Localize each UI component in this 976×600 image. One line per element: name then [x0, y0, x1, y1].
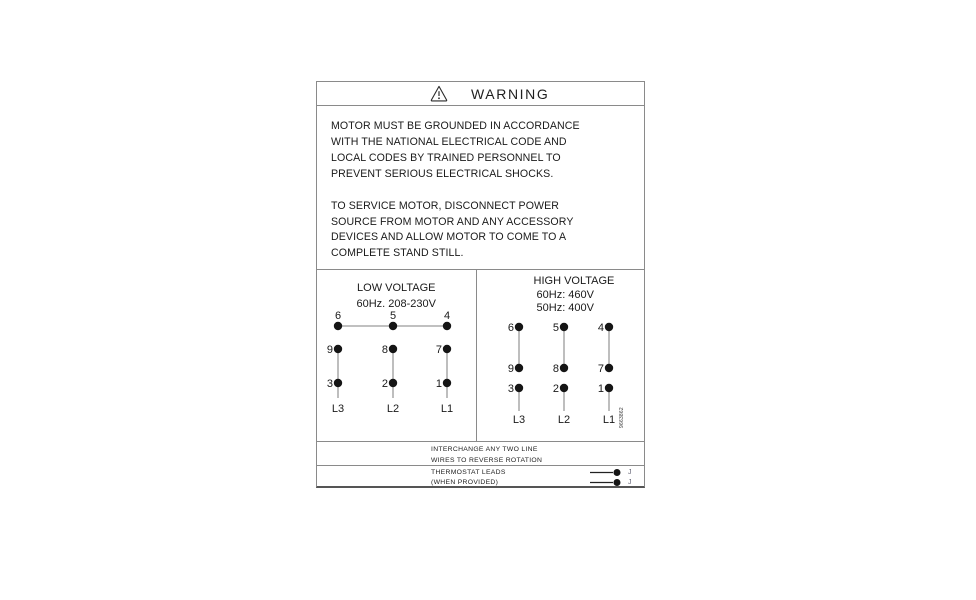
thermostat-lead-label: (WHEN PROVIDED)	[431, 479, 499, 487]
terminal-number: 5	[389, 310, 397, 322]
terminal-number: 6	[507, 322, 514, 334]
warning-line: LOCAL CODES BY TRAINED PERSONNEL TO	[331, 151, 561, 164]
lead-terminal-label: J	[628, 479, 632, 487]
terminal-dot	[559, 384, 567, 392]
lead-terminal-label: J	[628, 468, 632, 476]
terminal-dot	[604, 364, 612, 372]
part-number: 9663862	[618, 407, 625, 428]
low-voltage-panel	[317, 270, 477, 441]
high-voltage-title: HIGH VOLTAGE	[533, 275, 615, 287]
warning-line: SOURCE FROM MOTOR AND ANY ACCESSORY	[331, 215, 574, 228]
warning-line: COMPLETE STAND STILL.	[331, 247, 464, 260]
terminal-dot	[389, 345, 397, 353]
rotation-note-line: WIRES TO REVERSE ROTATION	[431, 456, 543, 464]
warning-line: WITH THE NATIONAL ELECTRICAL CODE AND	[331, 135, 567, 148]
lead-wire-symbol	[590, 478, 636, 487]
warning-line: DEVICES AND ALLOW MOTOR TO COME TO A	[331, 231, 567, 244]
terminal-dot	[559, 323, 567, 331]
terminal-number: 4	[597, 322, 604, 334]
low-voltage-title: LOW VOLTAGE	[357, 282, 436, 294]
warning-line: PREVENT SERIOUS ELECTRICAL SHOCKS.	[331, 167, 554, 180]
terminal-dot	[334, 345, 342, 353]
terminal-dot	[514, 384, 522, 392]
terminal-number: 9	[507, 363, 514, 375]
terminal-dot	[514, 364, 522, 372]
thermostat-leads-row	[317, 466, 644, 488]
terminal-dot	[559, 364, 567, 372]
warning-paragraph-1	[331, 119, 632, 183]
lead-wire-symbol	[590, 468, 636, 477]
terminal-number: 6	[334, 310, 342, 322]
terminal-number: 3	[326, 378, 333, 390]
low-voltage-subtitle: 60Hz. 208-230V	[356, 298, 436, 310]
line-label: L2	[386, 403, 400, 415]
terminal-dot	[604, 323, 612, 331]
terminal-dot	[334, 322, 342, 330]
terminal-dot	[604, 384, 612, 392]
warning-text-area	[317, 106, 644, 270]
terminal-number: 7	[435, 344, 442, 356]
terminal-dot	[443, 322, 451, 330]
line-label: L3	[512, 414, 525, 426]
rotation-note-line: INTERCHANGE ANY TWO LINE	[431, 446, 538, 453]
terminal-number: 2	[552, 383, 559, 395]
high-voltage-wiring-svg	[477, 270, 645, 442]
wire-dot-icon	[590, 478, 622, 487]
line-label: L1	[602, 414, 615, 426]
terminal-dot	[389, 379, 397, 387]
terminal-number: 5	[552, 322, 559, 334]
terminal-number: 8	[381, 344, 388, 356]
warning-line: TO SERVICE MOTOR, DISCONNECT POWER	[331, 199, 560, 212]
terminal-dot	[334, 379, 342, 387]
terminal-number: 4	[443, 310, 451, 322]
terminal-number: 9	[326, 344, 333, 356]
rotation-note-row	[317, 442, 644, 466]
terminal-dot	[443, 345, 451, 353]
warning-paragraph-2	[331, 199, 632, 263]
high-voltage-subtitle-60hz: 60Hz: 460V	[536, 288, 594, 301]
terminal-number: 3	[507, 383, 514, 395]
high-voltage-panel	[477, 270, 644, 441]
high-voltage-subtitle-50hz: 50Hz: 400V	[536, 302, 594, 314]
wire-dot-icon	[590, 468, 622, 477]
line-label: L1	[440, 403, 454, 415]
terminal-dot	[443, 379, 451, 387]
terminal-number: 8	[552, 363, 559, 375]
wiring-diagram-area	[317, 270, 644, 442]
warning-triangle-icon	[430, 85, 448, 102]
warning-title: WARNING	[471, 85, 550, 102]
line-label: L2	[557, 414, 570, 426]
line-label: L3	[331, 403, 345, 415]
thermostat-lead-2	[317, 478, 644, 489]
thermostat-lead-1	[317, 467, 644, 478]
warning-header	[317, 82, 644, 106]
terminal-dot	[514, 323, 522, 331]
low-voltage-wiring-svg	[317, 270, 476, 442]
terminal-number: 1	[435, 378, 442, 390]
terminal-number: 7	[597, 363, 604, 375]
terminal-number: 1	[597, 383, 604, 395]
motor-warning-label	[316, 81, 645, 488]
thermostat-lead-label: THERMOSTAT LEADS	[431, 468, 506, 476]
terminal-dot	[389, 322, 397, 330]
warning-line: MOTOR MUST BE GROUNDED IN ACCORDANCE	[331, 120, 580, 132]
terminal-number: 2	[381, 378, 388, 390]
